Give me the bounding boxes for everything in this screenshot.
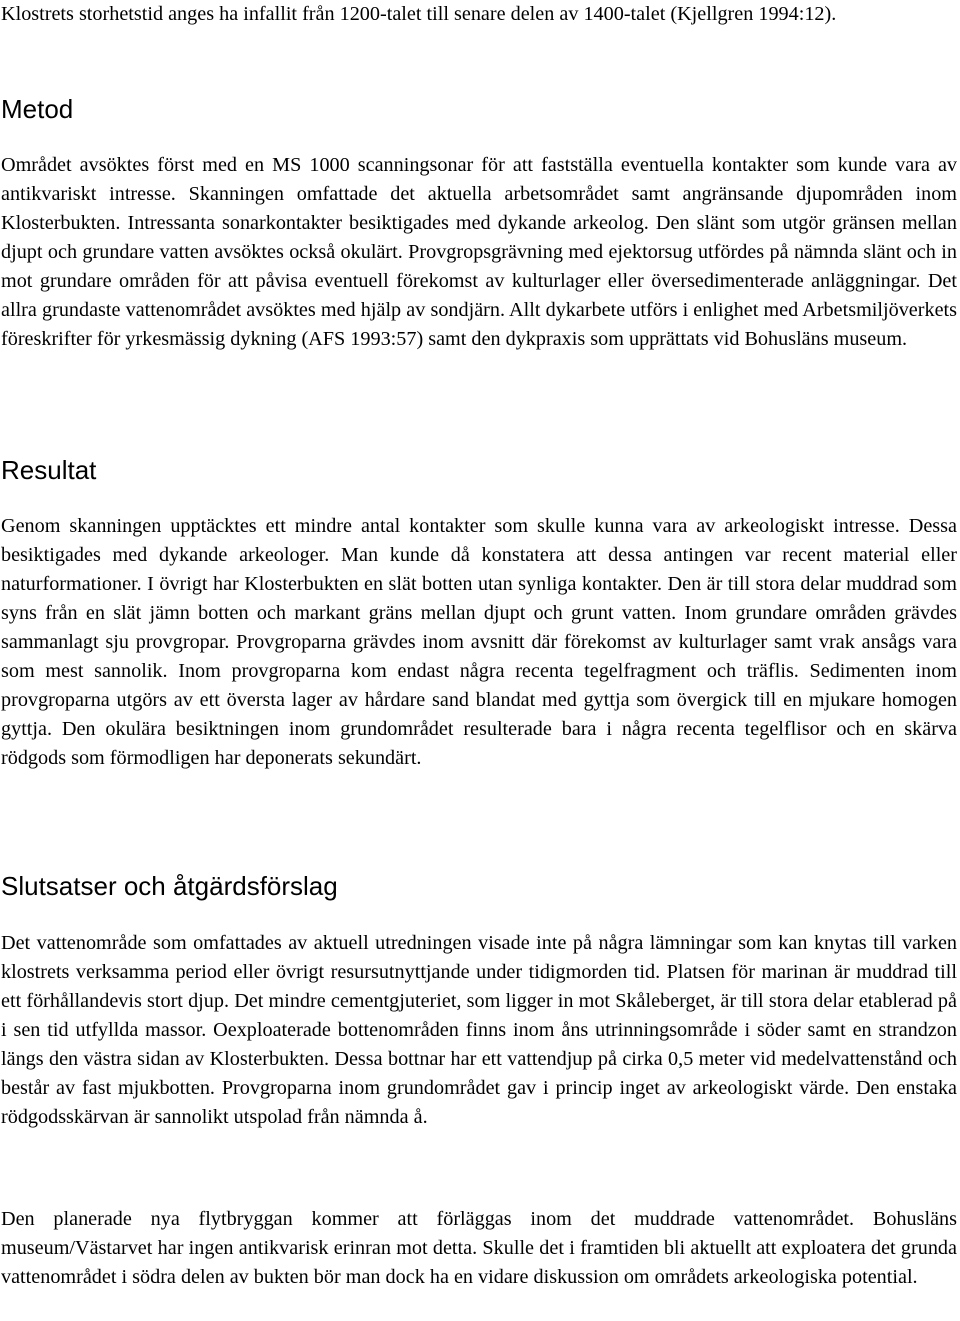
slutsatser-paragraph-2: Den planerade nya flytbryggan kommer att förläggas inom det muddrade vattenområdet. Bohusläns museum/Västarvet har ingen antikvarisk erinran mot detta. Skulle det i framtiden bli aktuellt att exploatera det grunda vattenområdet i södra delen av bukten bör man dock ha en vidare diskussion om områdets arkeologiska potential. [1,1208,957,1288]
metod-paragraph: Området avsöktes först med en MS 1000 scanningsonar för att fastställa eventuella kontakter som kunde vara av antikvariskt intresse. Skanningen omfattade det aktuella arbetsområdet samt angränsande djupområden inom Klosterbukten. Intressanta sonarkontakter besiktigades med dykande arkeolog. Den slänt som utgör gränsen mellan djupt och grundare vatten avsöktes också okulärt. Provgropsgrävning med ejektorsug utfördes på nämnda slänt och in mot grundare områden för att påvisa eventuell förekomst av kulturlager eller översedimenterade anläggningar. Det allra grundaste vattenområdet avsöktes med hjälp av sondjärn. Allt dykarbete utförs i enlighet med Arbetsmiljöverkets föreskrifter för yrkesmässig dykning (AFS 1993:57) samt den dykpraxis som upprättats vid Bohusläns museum. [1,154,957,350]
intro-paragraph: Klostrets storhetstid anges ha infallit från 1200-talet till senare delen av 1400-talet (Kjellgren 1994:12). [1,3,837,25]
slutsatser-paragraph-1: Det vattenområde som omfattades av aktuell utredningen visade inte på några lämningar som kan knytas till varken klostrets verksamma period eller övrigt resursutnyttjande under tidigmorden tid. Platsen för marinan är muddrad till ett förhållandevis stort djup. Det mindre cementgjuteriet, som ligger in mot Skåleberget, är till stora delar etablerad på i sen tid utfyllda massor. Oexploaterade bottenområden finns inom åns utrinningsområde i söder samt en strandzon längs den västra sidan av Klosterbukten. Dessa bottnar har ett vattendjup på cirka 0,5 meter vid medelvattenstånd och består av fast mjukbotten. Provgroparna inom grundområdet gav i princip inget av arkeologiskt värde. Den enstaka rödgodsskärvan är sannolikt utspolad från nämnda å. [1,932,957,1128]
section-heading-metod: Metod [1,94,74,124]
resultat-paragraph: Genom skanningen upptäcktes ett mindre antal kontakter som skulle kunna vara av arkeologiskt intresse. Dessa besiktigades med dykande arkeologer. Man kunde då konstatera att dessa antingen var recent material eller naturformationer. I övrigt har Klosterbukten en slät botten utan synliga kontakter. Den är till stora delar muddrad som syns från en slät jämn botten och markant gräns mellan djupt och grunt vatten. Inom grundare områden grävdes sammanlagt sju provgropar. Provgroparna grävdes inom avsnitt där förekomst av kulturlager samt vrak ansågs vara som mest sannolik. Inom provgroparna kom endast några recenta tegelfragment och träflis. Sedimenten inom provgroparna utgörs av ett översta lager av hårdare sand blandat med gyttja som övergick till en mjukare homogen gyttja. Den okulära besiktningen inom grundområdet resulterade bara i några recenta tegelflisor och en skärva rödgods som förmodligen har deponerats sekundärt. [1,515,957,769]
section-heading-resultat: Resultat [1,455,97,485]
section-heading-slutsatser: Slutsatser och åtgärdsförslag [1,871,338,901]
